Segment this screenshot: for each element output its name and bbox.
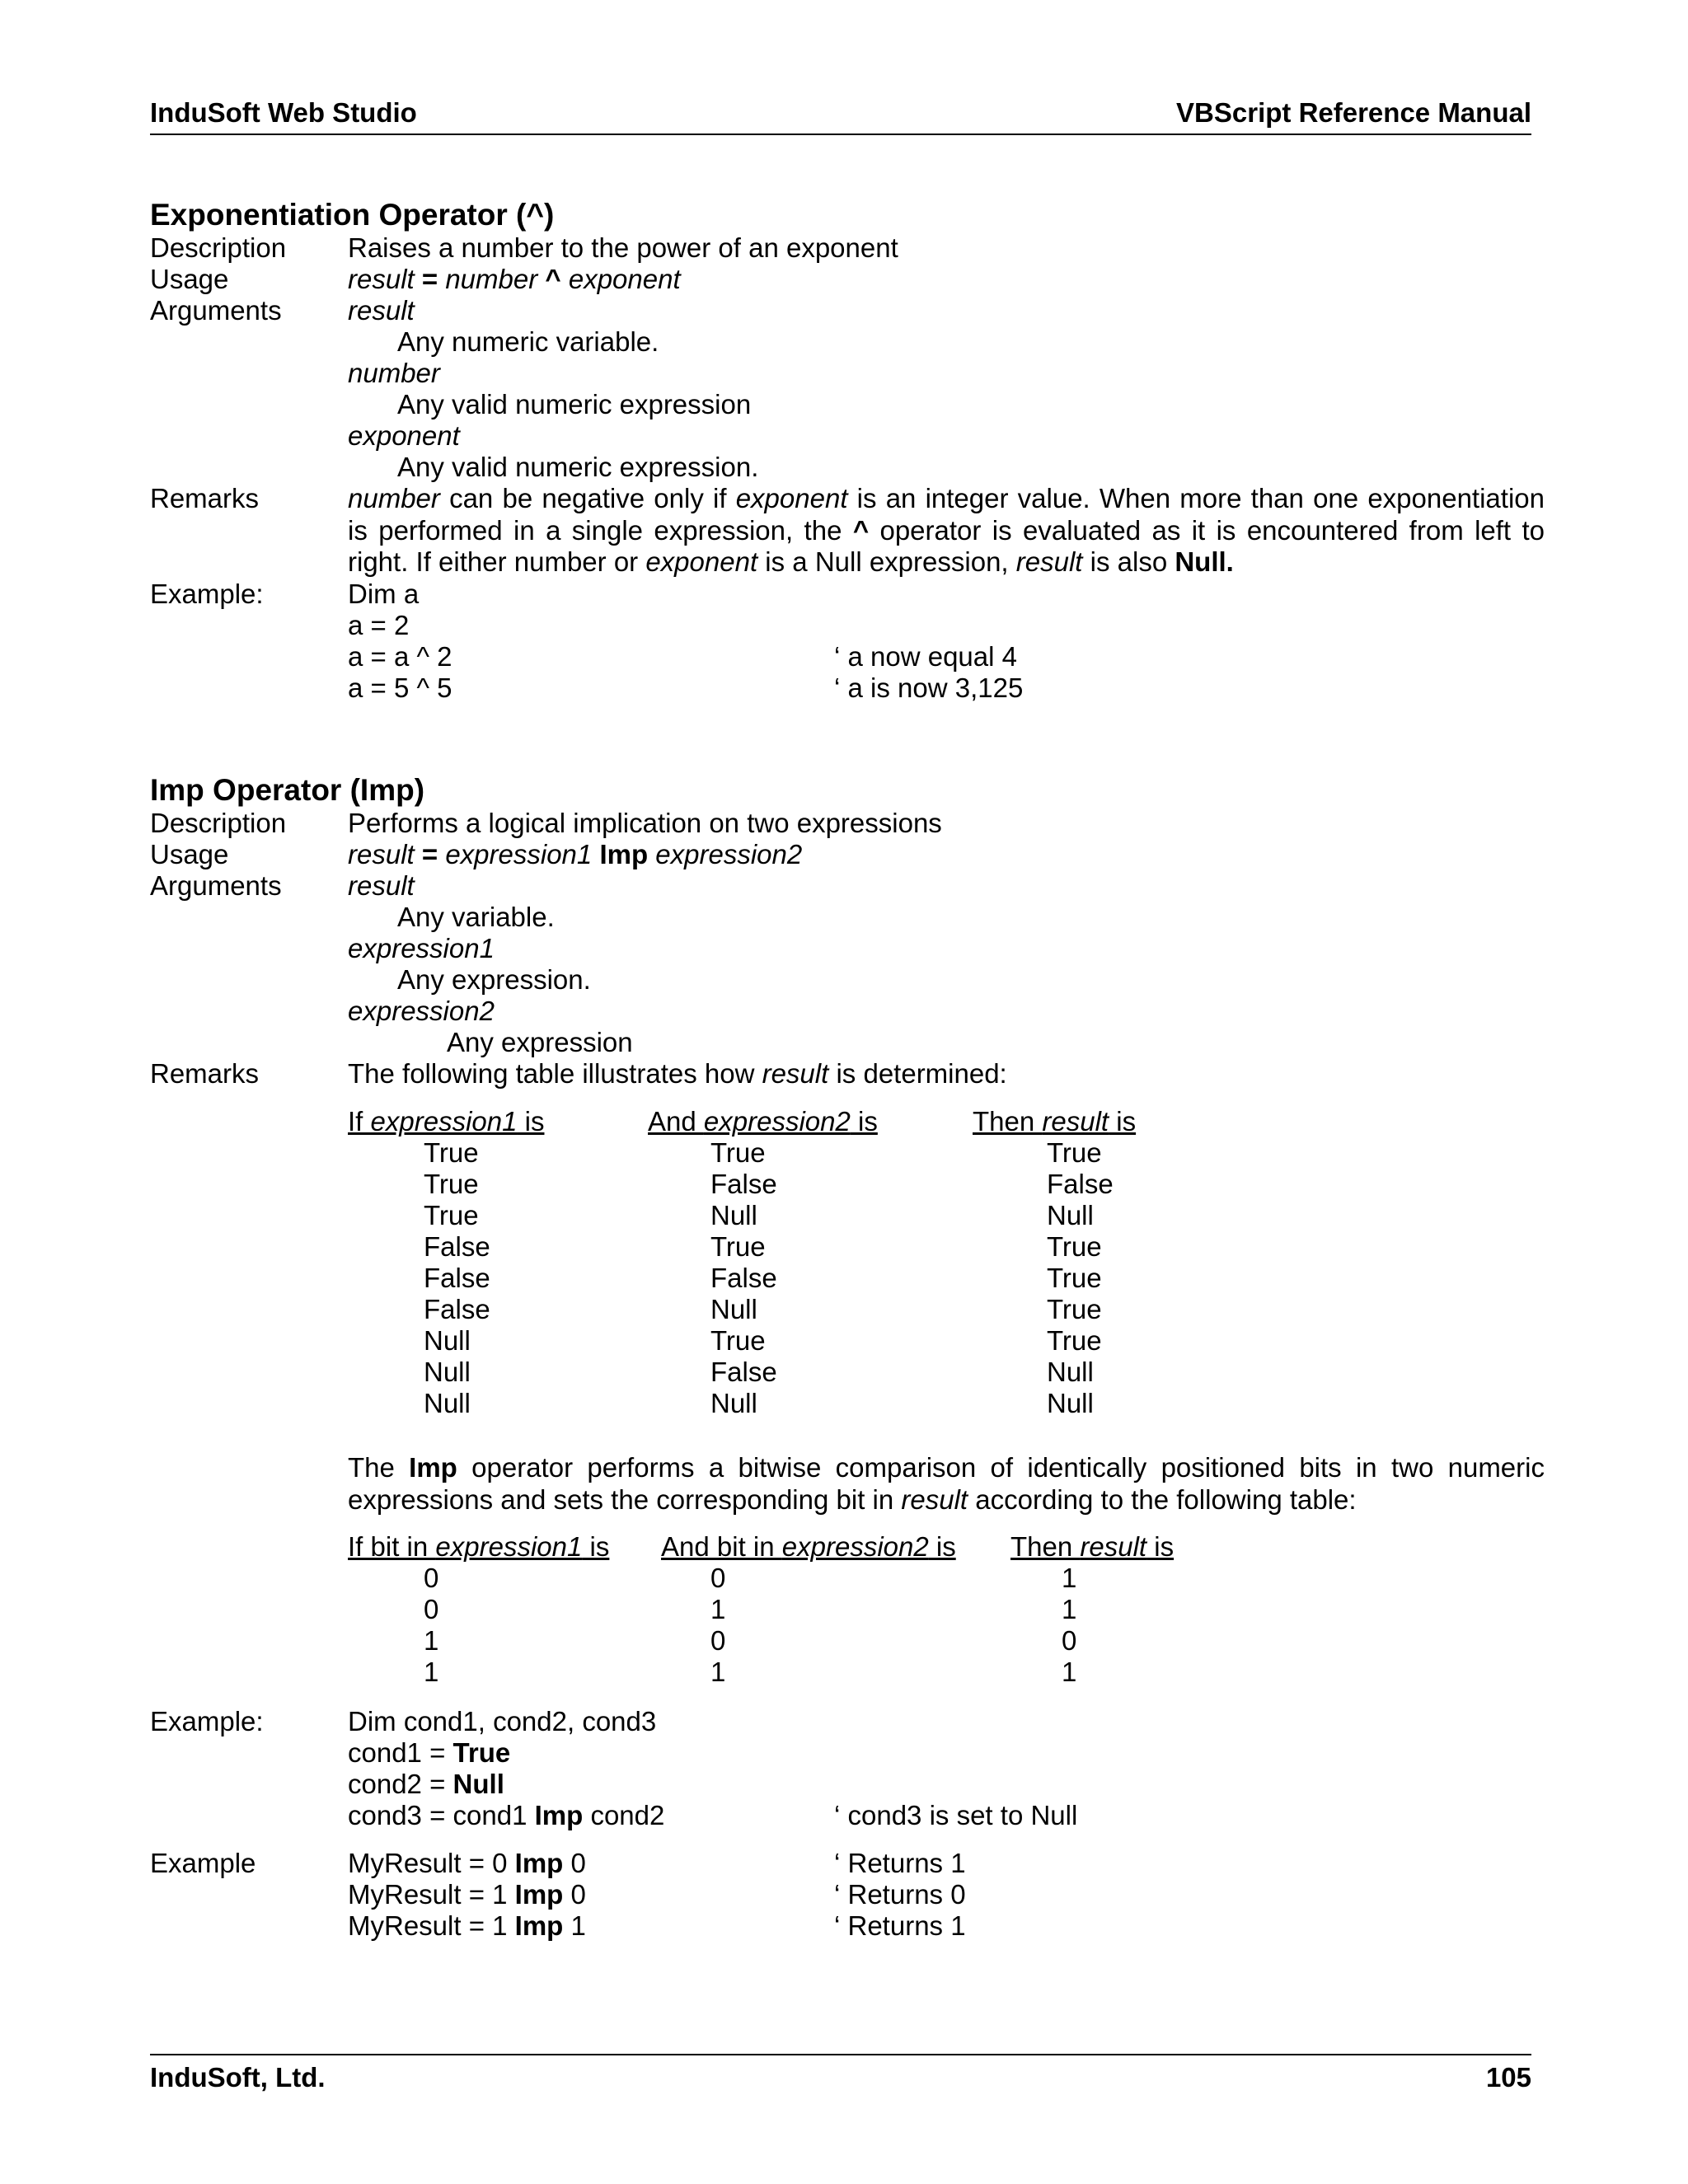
- table-cell: Null: [424, 1325, 471, 1356]
- imp-remarks-label: Remarks: [150, 1058, 260, 1089]
- imp-description: Performs a logical implication on two expressions: [348, 808, 942, 838]
- code-comment: ‘ Returns 0: [834, 1879, 966, 1910]
- table-cell: True: [710, 1137, 766, 1168]
- imp-arg-name: expression1: [348, 933, 495, 963]
- imp-usage-label: Usage: [150, 839, 229, 869]
- table-cell: 0: [710, 1625, 726, 1656]
- table-cell: 0: [424, 1563, 439, 1593]
- exp-arg-desc: Any valid numeric expression.: [397, 452, 759, 482]
- imp-arg-desc: Any variable.: [397, 902, 555, 932]
- exp-arguments-label: Arguments: [150, 295, 282, 326]
- table-cell: 0: [710, 1563, 726, 1593]
- table-cell: 1: [710, 1657, 726, 1687]
- table-header: Then result is: [973, 1106, 1137, 1137]
- exp-section-title: Exponentiation Operator (^): [150, 198, 555, 232]
- exp-example-label: Example:: [150, 579, 264, 609]
- table-cell: Null: [710, 1294, 757, 1324]
- code-line: a = 2: [348, 610, 410, 640]
- exp-description-label: Description: [150, 232, 287, 263]
- table-cell: Null: [1047, 1388, 1094, 1418]
- code-line: a = a ^ 2: [348, 641, 452, 672]
- page-header: [150, 97, 1531, 135]
- table-cell: True: [424, 1169, 479, 1199]
- table-header: Then result is: [1010, 1531, 1175, 1562]
- exp-usage: result = number ^ exponent: [348, 264, 681, 294]
- code-comment: ‘ Returns 1: [834, 1848, 966, 1878]
- table-cell: False: [710, 1169, 777, 1199]
- table-cell: False: [424, 1263, 490, 1293]
- table-cell: 0: [424, 1594, 439, 1624]
- exp-arg-name: result: [348, 295, 415, 326]
- code-comment: ‘ a now equal 4: [834, 641, 1017, 672]
- imp-arg-desc: Any expression.: [397, 964, 591, 995]
- code-line: MyResult = 1 Imp 1: [348, 1910, 586, 1941]
- imp-example-label: Example:: [150, 1706, 264, 1736]
- table-cell: Null: [710, 1388, 757, 1418]
- exp-remarks-label: Remarks: [150, 483, 260, 513]
- imp-section-title: Imp Operator (Imp): [150, 773, 425, 807]
- code-line: Dim cond1, cond2, cond3: [348, 1706, 657, 1736]
- code-line: Dim a: [348, 579, 420, 609]
- imp-arg-name: expression2: [348, 996, 495, 1026]
- table-cell: True: [1047, 1325, 1102, 1356]
- imp-arguments-label: Arguments: [150, 870, 282, 901]
- code-line: cond3 = cond1 Imp cond2: [348, 1800, 665, 1830]
- exp-remarks: number can be negative only if exponent is an integer value. When more than one exponentiation is performed in a single expression, the ^ operator is evaluated as it is encountered from left to right. If either number or exponent is a Null expression, result is also Null.: [348, 483, 1545, 577]
- footer-company: InduSoft, Ltd.: [150, 2062, 326, 2093]
- table-header: And bit in expression2 is: [661, 1531, 956, 1562]
- table-cell: True: [1047, 1231, 1102, 1262]
- table-cell: True: [424, 1200, 479, 1230]
- imp-description-label: Description: [150, 808, 287, 838]
- table-cell: True: [710, 1325, 766, 1356]
- code-comment: ‘ Returns 1: [834, 1910, 966, 1941]
- table-header: If expression1 is: [348, 1106, 545, 1137]
- table-cell: Null: [1047, 1200, 1094, 1230]
- table-cell: False: [424, 1294, 490, 1324]
- table-cell: Null: [1047, 1357, 1094, 1387]
- table-cell: 1: [1062, 1657, 1077, 1687]
- page-footer: [150, 2054, 1531, 2092]
- imp-arg-desc: Any expression: [447, 1027, 633, 1057]
- table-cell: True: [1047, 1294, 1102, 1324]
- code-line: a = 5 ^ 5: [348, 673, 452, 703]
- imp-remarks-intro: The following table illustrates how result is determined:: [348, 1058, 1007, 1089]
- table-header: And expression2 is: [648, 1106, 878, 1137]
- code-line: cond2 = Null: [348, 1769, 504, 1799]
- table-cell: Null: [710, 1200, 757, 1230]
- table-cell: False: [424, 1231, 490, 1262]
- header-title-left: InduSoft Web Studio: [150, 97, 417, 128]
- code-comment: ‘ a is now 3,125: [834, 673, 1024, 703]
- table-cell: 1: [1062, 1563, 1077, 1593]
- table-cell: True: [710, 1231, 766, 1262]
- exp-description: Raises a number to the power of an exponent: [348, 232, 898, 263]
- exp-arg-desc: Any valid numeric expression: [397, 389, 752, 419]
- table-cell: 1: [424, 1657, 439, 1687]
- table-cell: 0: [1062, 1625, 1077, 1656]
- table-cell: Null: [424, 1388, 471, 1418]
- code-line: cond1 = True: [348, 1737, 511, 1768]
- table-cell: 1: [710, 1594, 726, 1624]
- table-header: If bit in expression1 is: [348, 1531, 610, 1562]
- table-cell: False: [1047, 1169, 1114, 1199]
- page-number: 105: [1485, 2062, 1531, 2093]
- header-title-right: VBScript Reference Manual: [1176, 97, 1531, 128]
- table-cell: Null: [424, 1357, 471, 1387]
- imp-arg-name: result: [348, 870, 415, 901]
- table-cell: True: [424, 1137, 479, 1168]
- code-line: MyResult = 1 Imp 0: [348, 1879, 586, 1910]
- exp-arg-desc: Any numeric variable.: [397, 326, 659, 357]
- exp-arg-name: exponent: [348, 420, 460, 451]
- table-cell: 1: [424, 1625, 439, 1656]
- table-cell: True: [1047, 1137, 1102, 1168]
- exp-usage-label: Usage: [150, 264, 229, 294]
- code-line: MyResult = 0 Imp 0: [348, 1848, 586, 1878]
- exp-arg-name: number: [348, 358, 440, 388]
- table-cell: False: [710, 1263, 777, 1293]
- imp-example-label: Example: [150, 1848, 256, 1878]
- imp-usage: result = expression1 Imp expression2: [348, 839, 803, 869]
- table-cell: False: [710, 1357, 777, 1387]
- imp-bitwise-paragraph: The Imp operator performs a bitwise comparison of identically positioned bits in two numeric expressions and sets the corresponding bit in result according to the following table:: [348, 1452, 1545, 1515]
- table-cell: True: [1047, 1263, 1102, 1293]
- code-comment: ‘ cond3 is set to Null: [834, 1800, 1078, 1830]
- table-cell: 1: [1062, 1594, 1077, 1624]
